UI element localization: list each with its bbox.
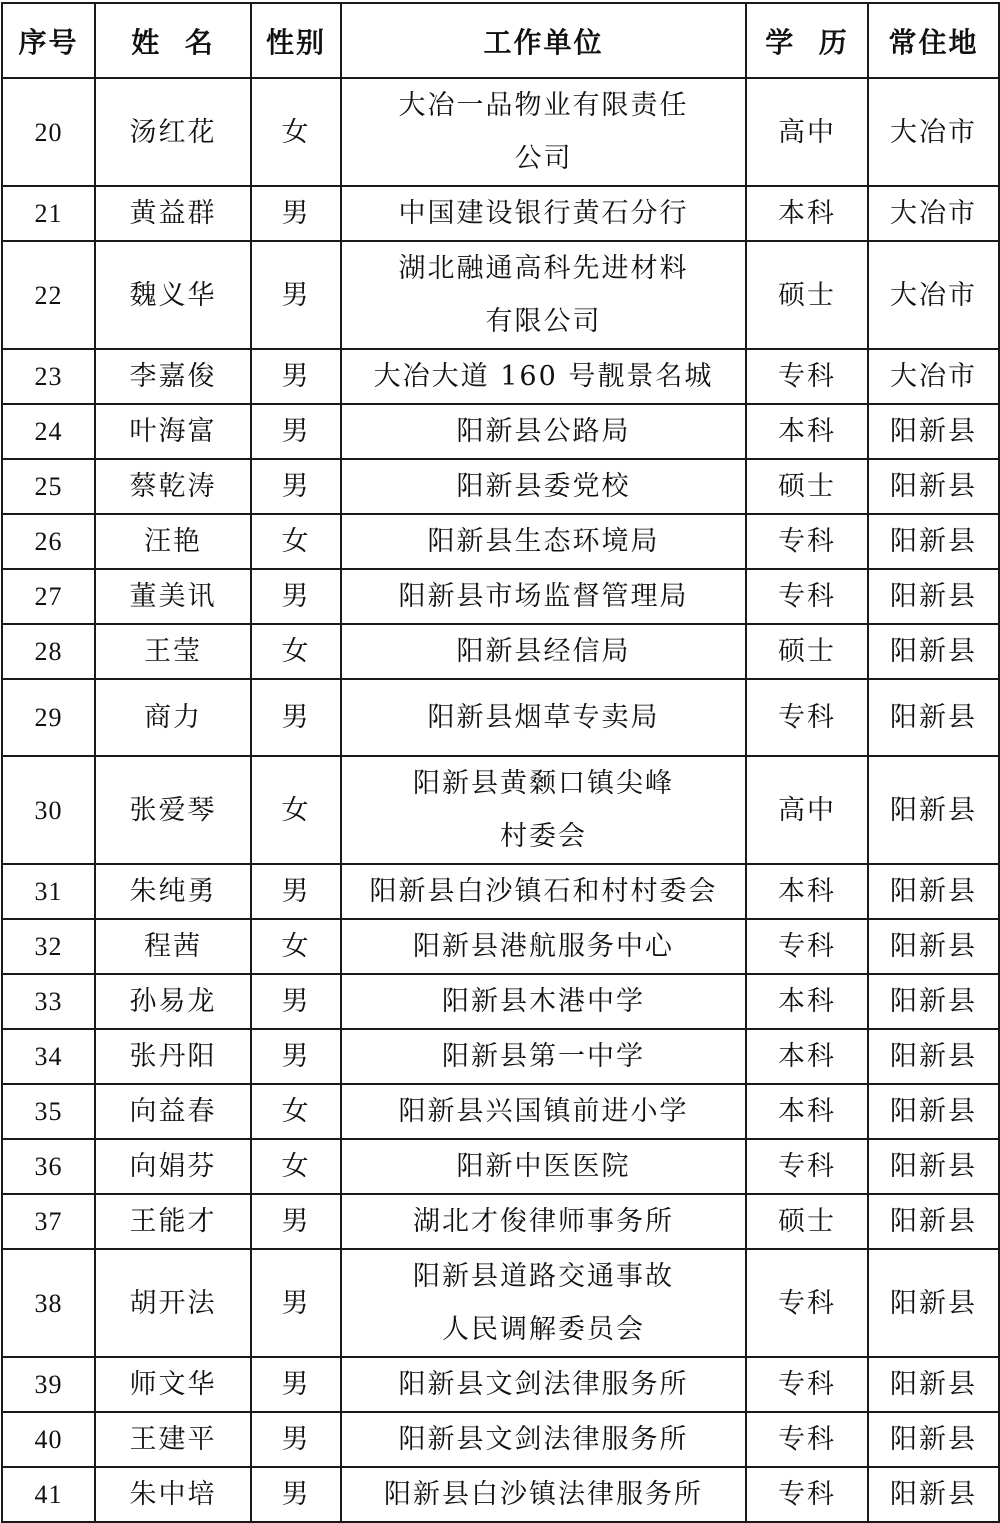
cell-edu: 硕士 xyxy=(746,459,868,514)
cell-place: 大冶市 xyxy=(868,186,999,241)
cell-name: 朱中培 xyxy=(95,1467,251,1522)
table-row xyxy=(2,186,999,241)
cell-place: 阳新县 xyxy=(868,569,999,624)
cell-gender: 男 xyxy=(251,459,341,514)
unit-line: 阳新县木港中学 xyxy=(442,986,645,1017)
cell-unit xyxy=(341,459,746,514)
cell-name: 汪艳 xyxy=(95,514,251,569)
header-cell-no: 序号 xyxy=(2,3,95,78)
cell-name: 张爱琴 xyxy=(95,756,251,864)
cell-no: 34 xyxy=(2,1029,95,1084)
cell-edu: 专科 xyxy=(746,569,868,624)
unit-line: 阳新县白沙镇石和村村委会 xyxy=(369,876,718,907)
cell-no: 23 xyxy=(2,349,95,404)
unit-line: 阳新县兴国镇前进小学 xyxy=(398,1096,689,1127)
cell-place: 阳新县 xyxy=(868,756,999,864)
cell-unit xyxy=(341,1249,746,1357)
unit-line: 阳新县经信局 xyxy=(456,636,631,667)
cell-no: 32 xyxy=(2,919,95,974)
table-row xyxy=(2,1467,999,1522)
cell-unit xyxy=(341,78,746,186)
cell-name: 王莹 xyxy=(95,624,251,679)
cell-no: 35 xyxy=(2,1084,95,1139)
cell-place: 阳新县 xyxy=(868,514,999,569)
cell-edu: 本科 xyxy=(746,404,868,459)
cell-name: 汤红花 xyxy=(95,78,251,186)
unit-line: 大冶大道 160 号靓景名城 xyxy=(373,361,714,392)
cell-no: 26 xyxy=(2,514,95,569)
unit-line: 阳新县港航服务中心 xyxy=(413,931,674,962)
cell-name: 朱纯勇 xyxy=(95,864,251,919)
cell-edu: 硕士 xyxy=(746,624,868,679)
cell-place: 阳新县 xyxy=(868,624,999,679)
cell-unit xyxy=(341,919,746,974)
cell-name: 黄益群 xyxy=(95,186,251,241)
unit-line: 村委会 xyxy=(500,821,587,852)
unit-line: 阳新县烟草专卖局 xyxy=(427,702,660,733)
unit-line: 有限公司 xyxy=(485,306,602,337)
cell-place: 阳新县 xyxy=(868,1084,999,1139)
cell-no: 33 xyxy=(2,974,95,1029)
cell-name: 魏义华 xyxy=(95,241,251,349)
unit-line: 湖北才俊律师事务所 xyxy=(413,1206,674,1237)
cell-place: 阳新县 xyxy=(868,864,999,919)
cell-place: 阳新县 xyxy=(868,1357,999,1412)
cell-no: 20 xyxy=(2,78,95,186)
cell-unit xyxy=(341,569,746,624)
cell-gender: 女 xyxy=(251,1139,341,1194)
cell-edu: 专科 xyxy=(746,1412,868,1467)
table-row xyxy=(2,569,999,624)
unit-line: 人民调解委员会 xyxy=(442,1314,645,1345)
cell-edu: 硕士 xyxy=(746,1194,868,1249)
cell-gender: 女 xyxy=(251,78,341,186)
unit-line: 大冶一品物业有限责任 xyxy=(398,90,689,121)
table-row xyxy=(2,679,999,756)
header-row xyxy=(2,3,999,78)
cell-name: 商力 xyxy=(95,679,251,756)
cell-edu: 专科 xyxy=(746,919,868,974)
cell-no: 24 xyxy=(2,404,95,459)
cell-name: 张丹阳 xyxy=(95,1029,251,1084)
roster-table xyxy=(1,2,1000,1523)
unit-line: 阳新县公路局 xyxy=(456,416,631,447)
cell-name: 向娟芬 xyxy=(95,1139,251,1194)
cell-name: 叶海富 xyxy=(95,404,251,459)
cell-place: 阳新县 xyxy=(868,459,999,514)
cell-gender: 男 xyxy=(251,569,341,624)
header-cell-edu: 学 历 xyxy=(746,3,868,78)
cell-edu: 专科 xyxy=(746,679,868,756)
cell-no: 25 xyxy=(2,459,95,514)
cell-unit xyxy=(341,624,746,679)
cell-name: 蔡乾涛 xyxy=(95,459,251,514)
unit-line: 阳新县文剑法律服务所 xyxy=(398,1424,689,1455)
unit-line: 阳新县道路交通事故 xyxy=(413,1261,674,1292)
table-row xyxy=(2,1249,999,1357)
cell-name: 王能才 xyxy=(95,1194,251,1249)
cell-edu: 专科 xyxy=(746,349,868,404)
table-body xyxy=(2,78,999,1522)
unit-line: 公司 xyxy=(514,143,573,174)
table-row xyxy=(2,756,999,864)
cell-edu: 高中 xyxy=(746,756,868,864)
cell-gender: 男 xyxy=(251,1412,341,1467)
cell-unit xyxy=(341,404,746,459)
cell-edu: 高中 xyxy=(746,78,868,186)
cell-unit xyxy=(341,1412,746,1467)
table-row xyxy=(2,349,999,404)
unit-line: 阳新县黄颡口镇尖峰 xyxy=(413,768,674,799)
table-row xyxy=(2,1357,999,1412)
cell-gender: 男 xyxy=(251,1194,341,1249)
cell-edu: 本科 xyxy=(746,1029,868,1084)
unit-line: 阳新县委党校 xyxy=(456,471,631,502)
cell-unit xyxy=(341,1084,746,1139)
cell-gender: 男 xyxy=(251,404,341,459)
cell-no: 28 xyxy=(2,624,95,679)
cell-place: 阳新县 xyxy=(868,919,999,974)
cell-unit xyxy=(341,679,746,756)
cell-name: 李嘉俊 xyxy=(95,349,251,404)
cell-unit xyxy=(341,974,746,1029)
cell-gender: 男 xyxy=(251,1029,341,1084)
cell-unit xyxy=(341,864,746,919)
header-cell-name: 姓 名 xyxy=(95,3,251,78)
cell-gender: 女 xyxy=(251,1084,341,1139)
cell-place: 阳新县 xyxy=(868,974,999,1029)
cell-place: 阳新县 xyxy=(868,1249,999,1357)
cell-edu: 本科 xyxy=(746,186,868,241)
cell-gender: 女 xyxy=(251,514,341,569)
table-row xyxy=(2,459,999,514)
table-row xyxy=(2,241,999,349)
cell-place: 大冶市 xyxy=(868,241,999,349)
cell-gender: 男 xyxy=(251,1357,341,1412)
cell-unit xyxy=(341,1029,746,1084)
cell-unit xyxy=(341,756,746,864)
cell-place: 阳新县 xyxy=(868,1029,999,1084)
cell-name: 孙易龙 xyxy=(95,974,251,1029)
cell-edu: 本科 xyxy=(746,1084,868,1139)
cell-gender: 男 xyxy=(251,349,341,404)
cell-gender: 男 xyxy=(251,1467,341,1522)
cell-gender: 男 xyxy=(251,679,341,756)
cell-no: 29 xyxy=(2,679,95,756)
cell-no: 41 xyxy=(2,1467,95,1522)
cell-edu: 本科 xyxy=(746,864,868,919)
table-row xyxy=(2,624,999,679)
cell-unit xyxy=(341,186,746,241)
cell-place: 阳新县 xyxy=(868,1412,999,1467)
table-row xyxy=(2,1412,999,1467)
table-row xyxy=(2,974,999,1029)
table-row xyxy=(2,404,999,459)
cell-place: 大冶市 xyxy=(868,349,999,404)
header-cell-place: 常住地 xyxy=(868,3,999,78)
unit-line: 阳新县文剑法律服务所 xyxy=(398,1369,689,1400)
cell-gender: 男 xyxy=(251,186,341,241)
cell-no: 22 xyxy=(2,241,95,349)
unit-line: 湖北融通高科先进材料 xyxy=(398,253,689,284)
unit-line: 阳新县市场监督管理局 xyxy=(398,581,689,612)
cell-gender: 男 xyxy=(251,864,341,919)
cell-edu: 专科 xyxy=(746,1249,868,1357)
cell-name: 董美讯 xyxy=(95,569,251,624)
unit-line: 阳新县白沙镇法律服务所 xyxy=(384,1479,703,1510)
cell-no: 31 xyxy=(2,864,95,919)
cell-place: 阳新县 xyxy=(868,1467,999,1522)
cell-gender: 男 xyxy=(251,241,341,349)
cell-name: 胡开法 xyxy=(95,1249,251,1357)
header-cell-unit: 工作单位 xyxy=(341,3,746,78)
cell-gender: 女 xyxy=(251,756,341,864)
cell-place: 阳新县 xyxy=(868,1139,999,1194)
table-row xyxy=(2,1194,999,1249)
cell-no: 36 xyxy=(2,1139,95,1194)
cell-gender: 男 xyxy=(251,974,341,1029)
cell-place: 阳新县 xyxy=(868,404,999,459)
cell-unit xyxy=(341,1467,746,1522)
table-row xyxy=(2,1139,999,1194)
cell-no: 38 xyxy=(2,1249,95,1357)
unit-line: 中国建设银行黄石分行 xyxy=(398,198,689,229)
table-row xyxy=(2,514,999,569)
cell-gender: 女 xyxy=(251,624,341,679)
cell-name: 师文华 xyxy=(95,1357,251,1412)
cell-unit xyxy=(341,1139,746,1194)
table-row xyxy=(2,78,999,186)
cell-edu: 专科 xyxy=(746,1467,868,1522)
table-row xyxy=(2,864,999,919)
cell-name: 程茜 xyxy=(95,919,251,974)
cell-place: 阳新县 xyxy=(868,1194,999,1249)
cell-edu: 硕士 xyxy=(746,241,868,349)
cell-unit xyxy=(341,1357,746,1412)
cell-unit xyxy=(341,241,746,349)
cell-name: 向益春 xyxy=(95,1084,251,1139)
header-cell-gender: 性别 xyxy=(251,3,341,78)
cell-place: 阳新县 xyxy=(868,679,999,756)
cell-no: 30 xyxy=(2,756,95,864)
unit-line: 阳新县第一中学 xyxy=(442,1041,645,1072)
cell-place: 大冶市 xyxy=(868,78,999,186)
unit-line: 阳新县生态环境局 xyxy=(427,526,660,557)
cell-no: 37 xyxy=(2,1194,95,1249)
cell-gender: 女 xyxy=(251,919,341,974)
cell-name: 王建平 xyxy=(95,1412,251,1467)
cell-unit xyxy=(341,1194,746,1249)
table-row xyxy=(2,919,999,974)
table-row xyxy=(2,1084,999,1139)
unit-line: 阳新中医医院 xyxy=(456,1151,631,1182)
cell-unit xyxy=(341,349,746,404)
cell-no: 39 xyxy=(2,1357,95,1412)
cell-gender: 男 xyxy=(251,1249,341,1357)
cell-edu: 专科 xyxy=(746,1139,868,1194)
cell-edu: 专科 xyxy=(746,514,868,569)
table-row xyxy=(2,1029,999,1084)
cell-no: 21 xyxy=(2,186,95,241)
cell-no: 27 xyxy=(2,569,95,624)
cell-no: 40 xyxy=(2,1412,95,1467)
cell-unit xyxy=(341,514,746,569)
cell-edu: 专科 xyxy=(746,1357,868,1412)
cell-edu: 本科 xyxy=(746,974,868,1029)
